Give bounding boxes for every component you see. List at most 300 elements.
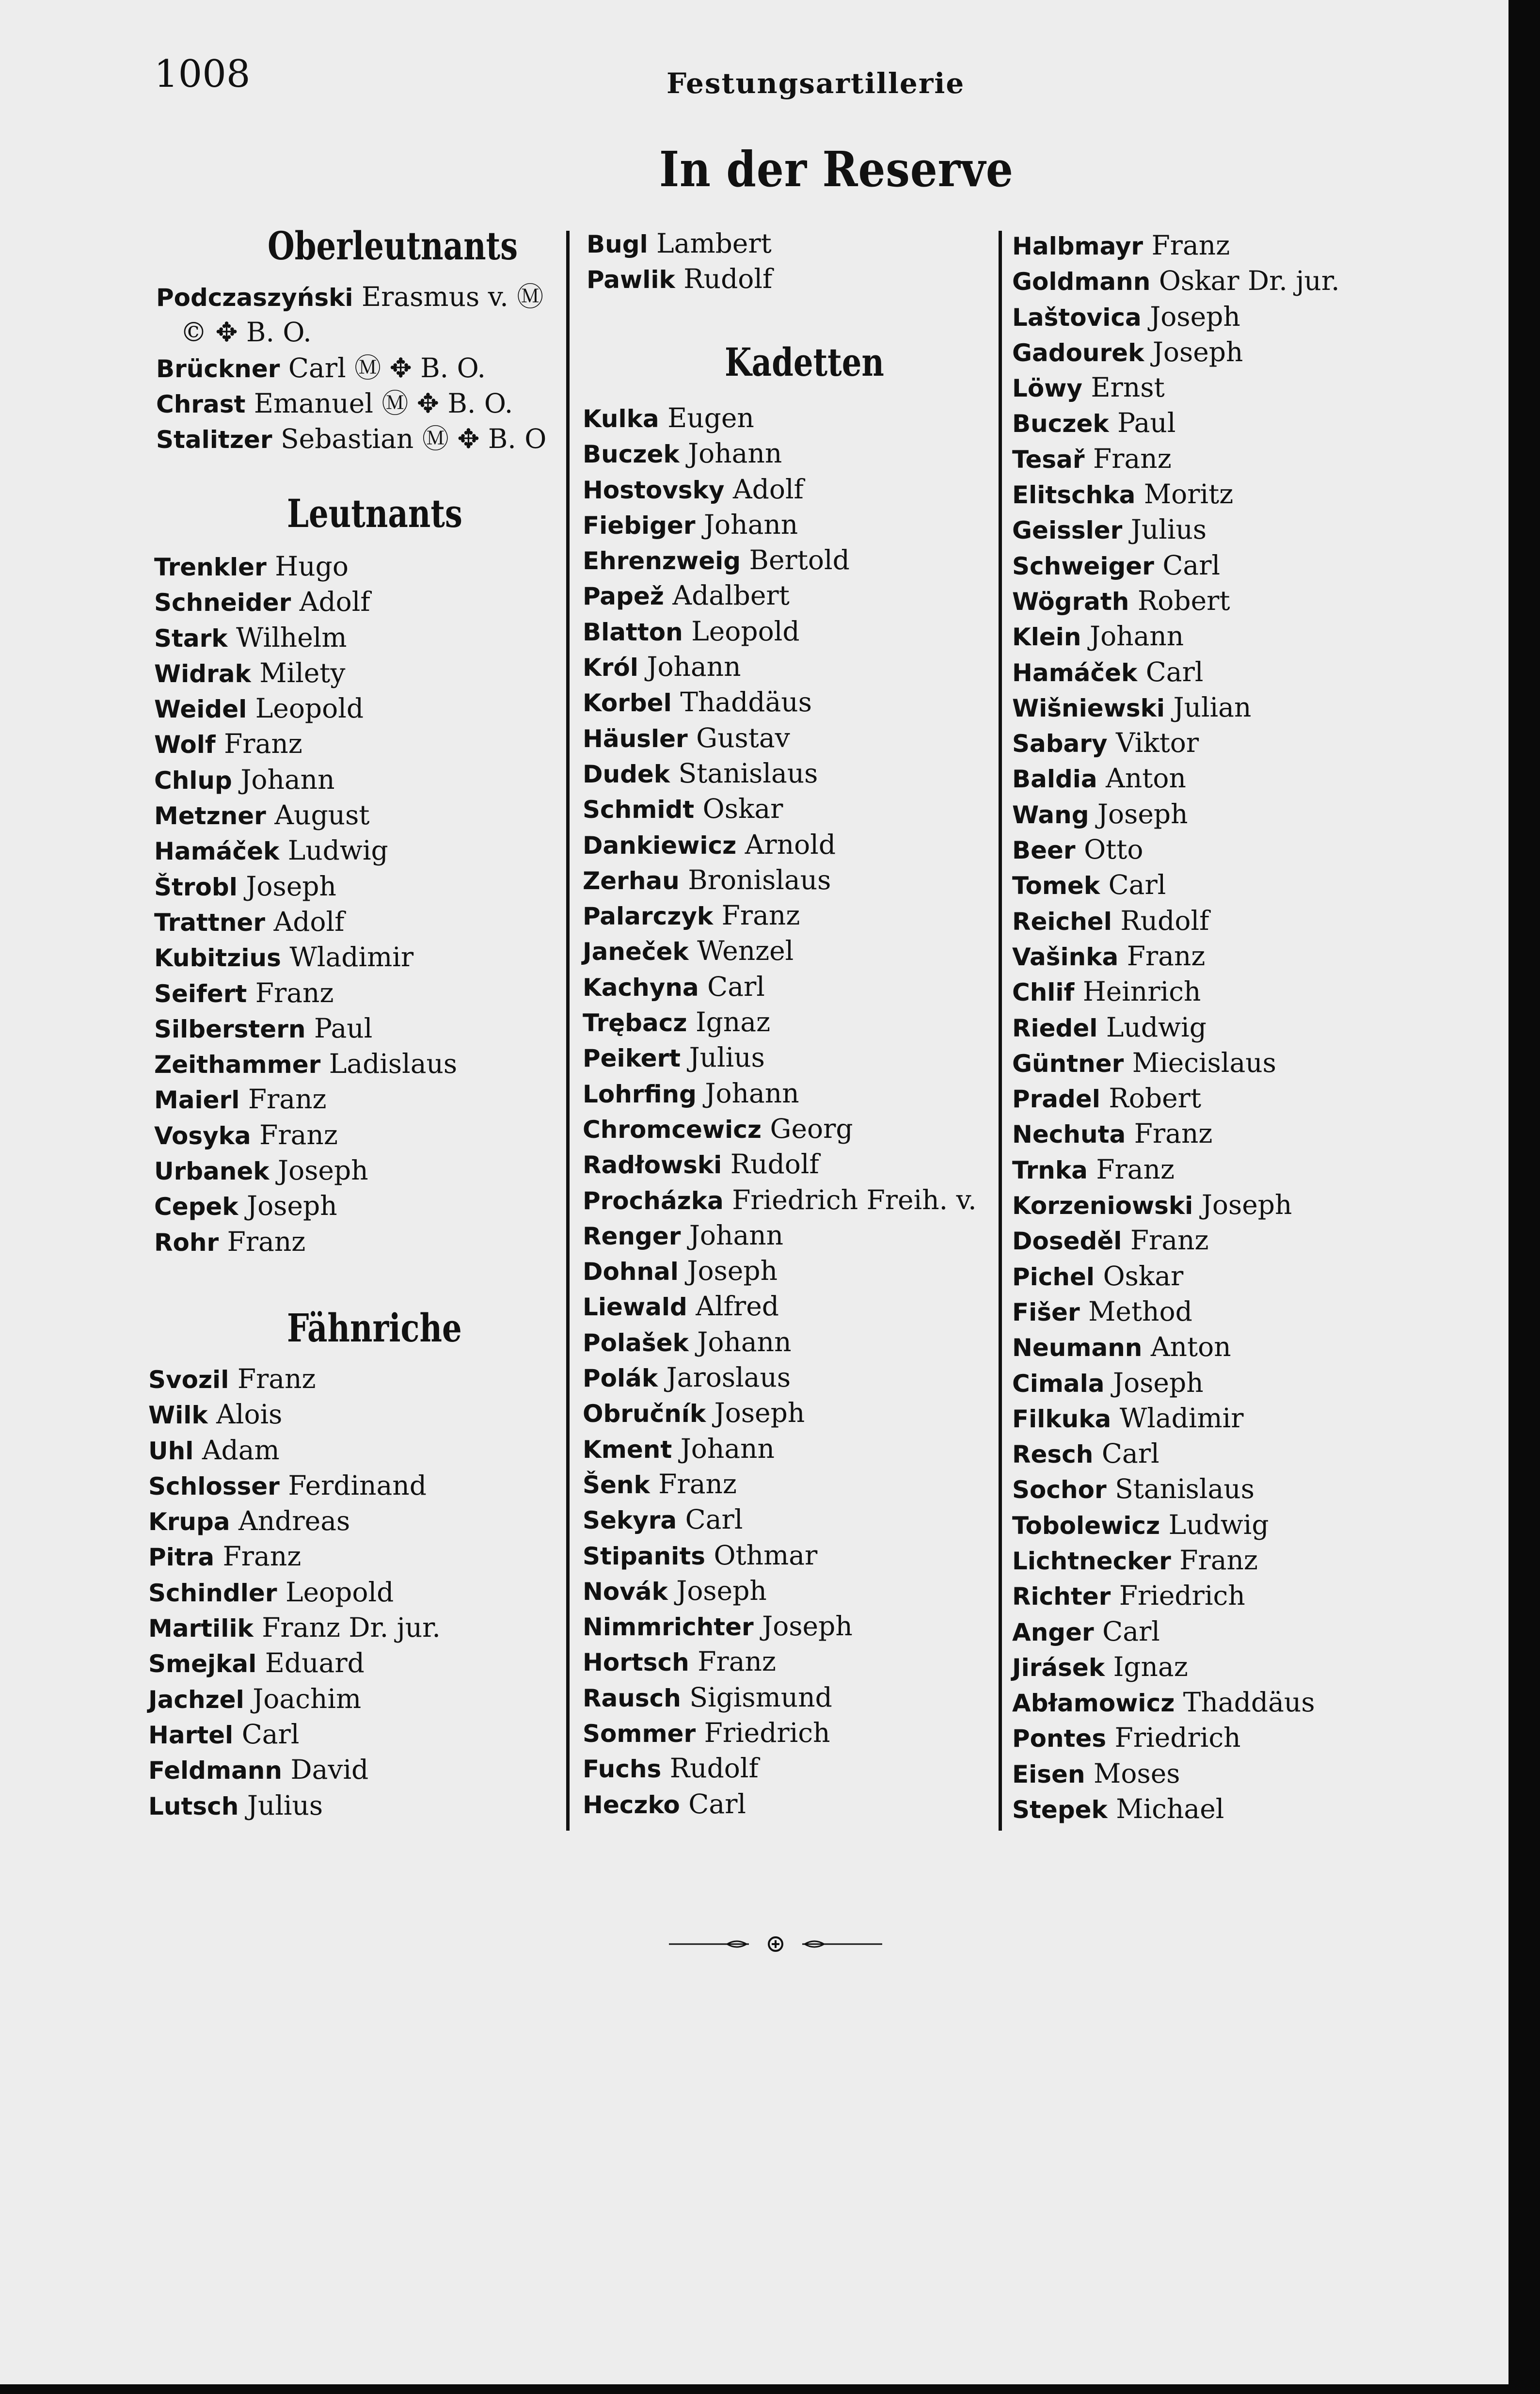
given-name: Friedrich: [1119, 1580, 1245, 1612]
given-name: Anton: [1150, 1331, 1231, 1363]
list-item: [1012, 725, 1340, 761]
column3-list: [1012, 228, 1340, 1827]
given-name: Joseph: [1201, 1189, 1292, 1221]
list-item: [154, 762, 457, 798]
surname: Chrast: [156, 390, 246, 418]
surname: Kachyna: [583, 973, 699, 1002]
list-item: [156, 279, 546, 315]
surname: Sabary: [1012, 730, 1108, 758]
surname: Fiebiger: [583, 511, 696, 540]
surname: Pitra: [148, 1543, 215, 1572]
list-item: [583, 1005, 977, 1040]
surname: Fišer: [1012, 1298, 1080, 1326]
surname: Trenkler: [154, 553, 267, 581]
list-item: [1012, 1685, 1340, 1720]
surname: Jachzel: [148, 1685, 244, 1714]
surname: Jirásek: [1012, 1653, 1105, 1682]
surname: Wilk: [148, 1401, 208, 1430]
list-item: [583, 933, 977, 969]
list-item: [1012, 797, 1340, 832]
given-name: Friedrich: [704, 1717, 830, 1748]
list-item: [154, 584, 457, 620]
given-name: Franz: [248, 1084, 327, 1115]
surname: Brückner: [156, 354, 280, 383]
continuation-line: © ✥ B. O.: [180, 317, 312, 348]
page-number: 1008: [154, 52, 251, 96]
surname: Pontes: [1012, 1724, 1107, 1753]
list-item: [1012, 228, 1340, 263]
list-item: [154, 798, 457, 833]
given-name: Otto: [1084, 834, 1143, 865]
surname: Elitschka: [1012, 481, 1136, 510]
given-name: David: [290, 1754, 369, 1786]
given-name: Johann: [697, 1326, 792, 1357]
list-item: [1012, 1578, 1340, 1613]
given-name: Alfred: [696, 1291, 779, 1322]
list-item: [1012, 690, 1340, 725]
surname: Schmidt: [583, 796, 695, 824]
given-name: Thaddäus: [1183, 1687, 1315, 1718]
list-item: [1012, 1116, 1340, 1151]
surname: Cepek: [154, 1193, 238, 1221]
list-item: [154, 869, 457, 904]
surname: Štrobl: [154, 873, 238, 901]
surname: Hartel: [148, 1721, 234, 1749]
surname: Sekyra: [583, 1506, 677, 1535]
surname: Anger: [1012, 1618, 1094, 1646]
list-item: [1012, 1294, 1340, 1329]
list-item: [583, 1253, 977, 1289]
surname: Buczek: [1012, 410, 1109, 438]
list-item: [1012, 583, 1340, 619]
given-name: Joseph: [1097, 798, 1188, 830]
given-name: Anton: [1106, 763, 1186, 794]
surname: Geissler: [1012, 516, 1123, 545]
given-name: Leopold: [285, 1576, 394, 1608]
surname: Ehrenzweig: [583, 547, 741, 575]
surname: Lutsch: [148, 1792, 239, 1820]
given-name: Adolf: [732, 473, 804, 505]
surname: Tomek: [1012, 872, 1100, 900]
surname: Resch: [1012, 1440, 1094, 1469]
list-item: [148, 1610, 441, 1645]
list-item: [1012, 1507, 1340, 1543]
list-item: [148, 1468, 441, 1503]
surname: Kubitzius: [154, 944, 281, 973]
given-name: Arnold: [745, 829, 836, 860]
list-item: [148, 1717, 441, 1752]
list-item: [154, 833, 457, 868]
page-edge-bottom: [0, 2384, 1540, 2394]
surname: Lichtnecker: [1012, 1547, 1171, 1575]
surname: Schweiger: [1012, 552, 1154, 580]
given-name: Paul: [314, 1012, 373, 1044]
list-item: [148, 1539, 441, 1574]
given-name: Joseph: [278, 1155, 368, 1186]
list-item: [154, 904, 457, 940]
given-name: Leopold: [691, 615, 800, 647]
given-name: Ladislaus: [329, 1048, 458, 1080]
surname: Chlup: [154, 766, 232, 795]
surname: Gadourek: [1012, 338, 1144, 367]
surname: Rohr: [154, 1228, 219, 1257]
surname: Weidel: [154, 695, 247, 724]
heading-kadetten: Kadetten: [725, 339, 884, 385]
list-item: [1012, 619, 1340, 654]
surname: Nimmrichter: [583, 1613, 754, 1642]
given-name: Franz: [259, 1119, 338, 1150]
list-item: [587, 226, 772, 261]
list-item: [148, 1575, 441, 1610]
surname: Peikert: [583, 1044, 681, 1073]
list-item: [1012, 1471, 1340, 1507]
surname: Stalitzer: [156, 426, 272, 454]
surname: Podczaszyński: [156, 284, 353, 312]
surname: Stepek: [1012, 1796, 1108, 1824]
given-name: Joachim: [253, 1683, 362, 1714]
given-name: Carl: [688, 1788, 746, 1819]
surname: Renger: [583, 1222, 681, 1250]
page-edge-right: [1508, 0, 1540, 2394]
list-item: [1012, 1543, 1340, 1578]
given-name: Joseph: [1113, 1367, 1204, 1398]
surname: Kulka: [583, 405, 659, 433]
given-name: Johann: [240, 764, 335, 795]
given-name: Viktor: [1116, 727, 1199, 759]
given-name: Carl Ⓜ ✥ B. O.: [288, 352, 486, 383]
list-item: [583, 720, 977, 756]
surname: Tesař: [1012, 445, 1085, 474]
given-name: Julius: [689, 1042, 765, 1073]
surname: Šenk: [583, 1470, 650, 1499]
surname: Hamáček: [154, 837, 280, 866]
given-name: Joseph: [247, 1190, 337, 1222]
given-name: Franz Dr. jur.: [262, 1612, 441, 1644]
list-item: [583, 898, 977, 933]
surname: Baldia: [1012, 765, 1097, 794]
surname: Klein: [1012, 623, 1081, 652]
list-item: [1012, 1045, 1340, 1081]
list-item: [1012, 1259, 1340, 1294]
given-name: Sigismund: [689, 1681, 832, 1713]
list-item: [1012, 1401, 1340, 1436]
surname: Hortsch: [583, 1648, 689, 1677]
list-item: [154, 1153, 457, 1188]
given-name: Franz: [222, 1541, 302, 1572]
surname: Halbmayr: [1012, 232, 1143, 260]
surname: Metzner: [154, 802, 266, 830]
given-name: Georg: [770, 1113, 853, 1144]
page-title: In der Reserve: [659, 141, 1014, 198]
list-item: [583, 1538, 977, 1573]
list-item: [583, 1325, 977, 1360]
given-name: Method: [1088, 1295, 1192, 1327]
surname: Häusler: [583, 724, 688, 753]
list-item: [1012, 1436, 1340, 1471]
surname: Svozil: [148, 1366, 229, 1394]
given-name: Johann: [680, 1433, 775, 1464]
surname: Vosyka: [154, 1121, 251, 1150]
given-name: Joseph: [246, 870, 336, 902]
surname: Stipanits: [583, 1542, 705, 1570]
given-name: Ludwig: [1106, 1011, 1207, 1043]
list-item: [154, 1082, 457, 1117]
given-name: Julius: [247, 1789, 323, 1821]
list-item: [1012, 1010, 1340, 1045]
list-item: [583, 1182, 977, 1218]
surname: Feldmann: [148, 1756, 283, 1785]
surname: Chromcewicz: [583, 1115, 762, 1144]
list-item: [1012, 867, 1340, 903]
given-name: Wilhelm: [236, 622, 347, 653]
surname: Korbel: [583, 689, 672, 718]
surname: Cimala: [1012, 1369, 1105, 1398]
list-item: [583, 827, 977, 862]
column-rule-left: [566, 231, 570, 1831]
surname: Wang: [1012, 800, 1089, 829]
given-name: Carl: [241, 1718, 300, 1750]
given-name: Carl: [1162, 549, 1221, 581]
list-item: [148, 1645, 441, 1681]
surname: Schneider: [154, 589, 291, 617]
given-name: Joseph: [762, 1611, 853, 1642]
surname: Beer: [1012, 836, 1076, 865]
given-name: Stanislaus: [1115, 1473, 1254, 1505]
given-name: Eugen: [667, 402, 754, 433]
surname: Fuchs: [583, 1755, 662, 1784]
list-item: [583, 1147, 977, 1182]
list-item: [583, 543, 977, 578]
list-item: [1012, 1081, 1340, 1116]
given-name: Carl: [1102, 1615, 1160, 1647]
running-head: Festungsartillerie: [667, 67, 965, 100]
list-item: [148, 1361, 441, 1397]
given-name: Friedrich: [1114, 1722, 1241, 1754]
list-item: [1012, 1187, 1340, 1223]
given-name: Carl: [1108, 869, 1166, 901]
surname: Król: [583, 654, 638, 682]
surname: Tobolewicz: [1012, 1511, 1160, 1540]
list-item: [1012, 1756, 1340, 1791]
surname: Schlosser: [148, 1472, 280, 1500]
list-item: [148, 1788, 441, 1823]
list-item: [583, 969, 977, 1005]
list-item: [583, 400, 977, 436]
list-item: [1012, 263, 1340, 299]
surname: Urbanek: [154, 1157, 270, 1186]
surname: Janeček: [583, 938, 689, 966]
surname: Dohnal: [583, 1258, 679, 1286]
given-name: Carl: [1101, 1438, 1159, 1469]
kadetten-list: [583, 400, 977, 1822]
surname: Smejkal: [148, 1650, 257, 1678]
given-name: Franz: [1127, 940, 1206, 972]
surname: Trębacz: [583, 1009, 687, 1037]
given-name: Oskar: [702, 793, 783, 825]
given-name: Rudolf: [669, 1753, 759, 1784]
given-name: Friedrich Freih. v.: [732, 1184, 977, 1215]
given-name: Moses: [1094, 1757, 1180, 1789]
surname: Pawlik: [587, 266, 675, 294]
list-item: [583, 1289, 977, 1324]
surname: Bugl: [587, 230, 648, 258]
given-name: Joseph: [687, 1255, 778, 1287]
list-item: [154, 1117, 457, 1153]
surname: Neumann: [1012, 1334, 1143, 1362]
list-item: [1012, 477, 1340, 512]
given-name: Johann: [647, 651, 741, 683]
given-name: Ferdinand: [288, 1469, 427, 1501]
surname: Novák: [583, 1577, 668, 1606]
given-name: Franz: [1151, 230, 1230, 261]
surname: Hamáček: [1012, 658, 1138, 687]
oberleutnants-list: [156, 279, 546, 457]
surname: Procházka: [583, 1186, 724, 1215]
given-name: Oskar Dr. jur.: [1159, 265, 1340, 297]
list-item: [154, 549, 457, 584]
surname: Zeithammer: [154, 1051, 321, 1079]
given-name: Emanuel Ⓜ ✥ B. O.: [254, 387, 513, 419]
surname: Korzeniowski: [1012, 1192, 1193, 1220]
given-name: Moritz: [1143, 479, 1234, 510]
list-item: [583, 1609, 977, 1644]
list-item: [156, 351, 546, 386]
faehnriche-list: [148, 1361, 441, 1823]
list-item: [1012, 405, 1340, 441]
given-name: Joseph: [1152, 336, 1243, 367]
given-name: Franz: [255, 977, 334, 1008]
given-name: Carl: [1145, 656, 1204, 687]
given-name: Miecislaus: [1132, 1047, 1276, 1078]
list-item: [1012, 903, 1340, 939]
given-name: Othmar: [714, 1539, 818, 1571]
given-name: Thaddäus: [680, 686, 812, 718]
list-item: [1012, 654, 1340, 690]
given-name: Bertold: [749, 544, 850, 576]
list-item: [148, 1397, 441, 1432]
list-item: [1012, 1720, 1340, 1756]
given-name: Jaroslaus: [666, 1362, 791, 1393]
list-item: [1012, 1649, 1340, 1685]
column2-top-list: [587, 226, 772, 297]
given-name: Julian: [1173, 691, 1252, 723]
given-name: Johann: [688, 438, 782, 469]
given-name: Johann: [1090, 621, 1184, 652]
ornament-divider: [669, 1934, 882, 1954]
list-item: [583, 791, 977, 827]
given-name: Bronislaus: [688, 864, 831, 895]
surname: Richter: [1012, 1582, 1111, 1611]
given-name: Joseph: [676, 1575, 767, 1606]
given-name: Rudolf: [1120, 905, 1209, 936]
given-name: Franz: [1130, 1225, 1209, 1256]
list-item: [1012, 299, 1340, 335]
surname: Wögrath: [1012, 587, 1129, 616]
heading-oberleutnants: Oberleutnants: [268, 223, 518, 269]
surname: Vašinka: [1012, 942, 1119, 971]
given-name: Franz: [1093, 443, 1172, 474]
list-item: [148, 1681, 441, 1717]
given-name: Franz: [1179, 1544, 1258, 1576]
surname: Buczek: [583, 440, 680, 469]
surname: Trnka: [1012, 1156, 1088, 1184]
list-item: [1012, 761, 1340, 796]
surname: Seifert: [154, 979, 247, 1008]
surname: Zerhau: [583, 866, 680, 895]
column-rule-right: [999, 231, 1002, 1831]
list-item: [156, 315, 546, 350]
list-item: [583, 1680, 977, 1715]
list-item: [1012, 974, 1340, 1009]
surname: Papež: [583, 582, 664, 611]
list-item: [587, 261, 772, 297]
list-item: [1012, 832, 1340, 867]
leutnants-list: [154, 549, 457, 1260]
list-item: [583, 1644, 977, 1679]
surname: Rausch: [583, 1684, 681, 1712]
list-item: [583, 1218, 977, 1253]
list-item: [583, 756, 977, 791]
given-name: Ludwig: [1168, 1509, 1269, 1540]
given-name: August: [274, 799, 370, 831]
surname: Dankiewicz: [583, 831, 737, 860]
list-item: [1012, 548, 1340, 583]
surname: Eisen: [1012, 1760, 1085, 1788]
list-item: [154, 726, 457, 762]
surname: Dudek: [583, 760, 670, 788]
surname: Radłowski: [583, 1151, 722, 1180]
surname: Hostovsky: [583, 476, 725, 504]
list-item: [1012, 512, 1340, 547]
list-item: [1012, 335, 1340, 370]
given-name: Rudolf: [730, 1149, 819, 1180]
heading-faehnriche: Fähnriche: [287, 1305, 462, 1351]
surname: Riedel: [1012, 1014, 1098, 1042]
heading-leutnants: Leutnants: [287, 491, 462, 536]
given-name: Adam: [202, 1434, 280, 1466]
given-name: Adolf: [273, 906, 345, 937]
list-item: [583, 436, 977, 471]
given-name: Erasmus v. Ⓜ: [361, 281, 544, 312]
given-name: Sebastian Ⓜ ✥ B. O: [281, 423, 547, 455]
surname: Palarczyk: [583, 902, 714, 931]
given-name: Johann: [703, 509, 798, 540]
surname: Pradel: [1012, 1085, 1100, 1114]
given-name: Adalbert: [672, 580, 790, 611]
given-name: Julius: [1130, 514, 1207, 545]
surname: Blatton: [583, 618, 683, 646]
given-name: Franz: [658, 1468, 737, 1500]
given-name: Leopold: [255, 693, 364, 724]
list-item: [154, 655, 457, 691]
given-name: Johann: [689, 1219, 784, 1251]
given-name: Franz: [721, 900, 800, 931]
given-name: Ludwig: [287, 835, 388, 866]
list-item: [1012, 939, 1340, 974]
list-item: [1012, 1152, 1340, 1187]
surname: Nechuta: [1012, 1120, 1126, 1149]
list-item: [583, 1395, 977, 1431]
list-item: [1012, 370, 1340, 405]
surname: Reichel: [1012, 907, 1112, 936]
list-item: [148, 1503, 441, 1539]
given-name: Johann: [705, 1077, 799, 1109]
list-item: [583, 1502, 977, 1537]
list-item: [583, 1360, 977, 1395]
list-item: [583, 472, 977, 507]
surname: Schindler: [148, 1579, 277, 1607]
list-item: [583, 1467, 977, 1502]
